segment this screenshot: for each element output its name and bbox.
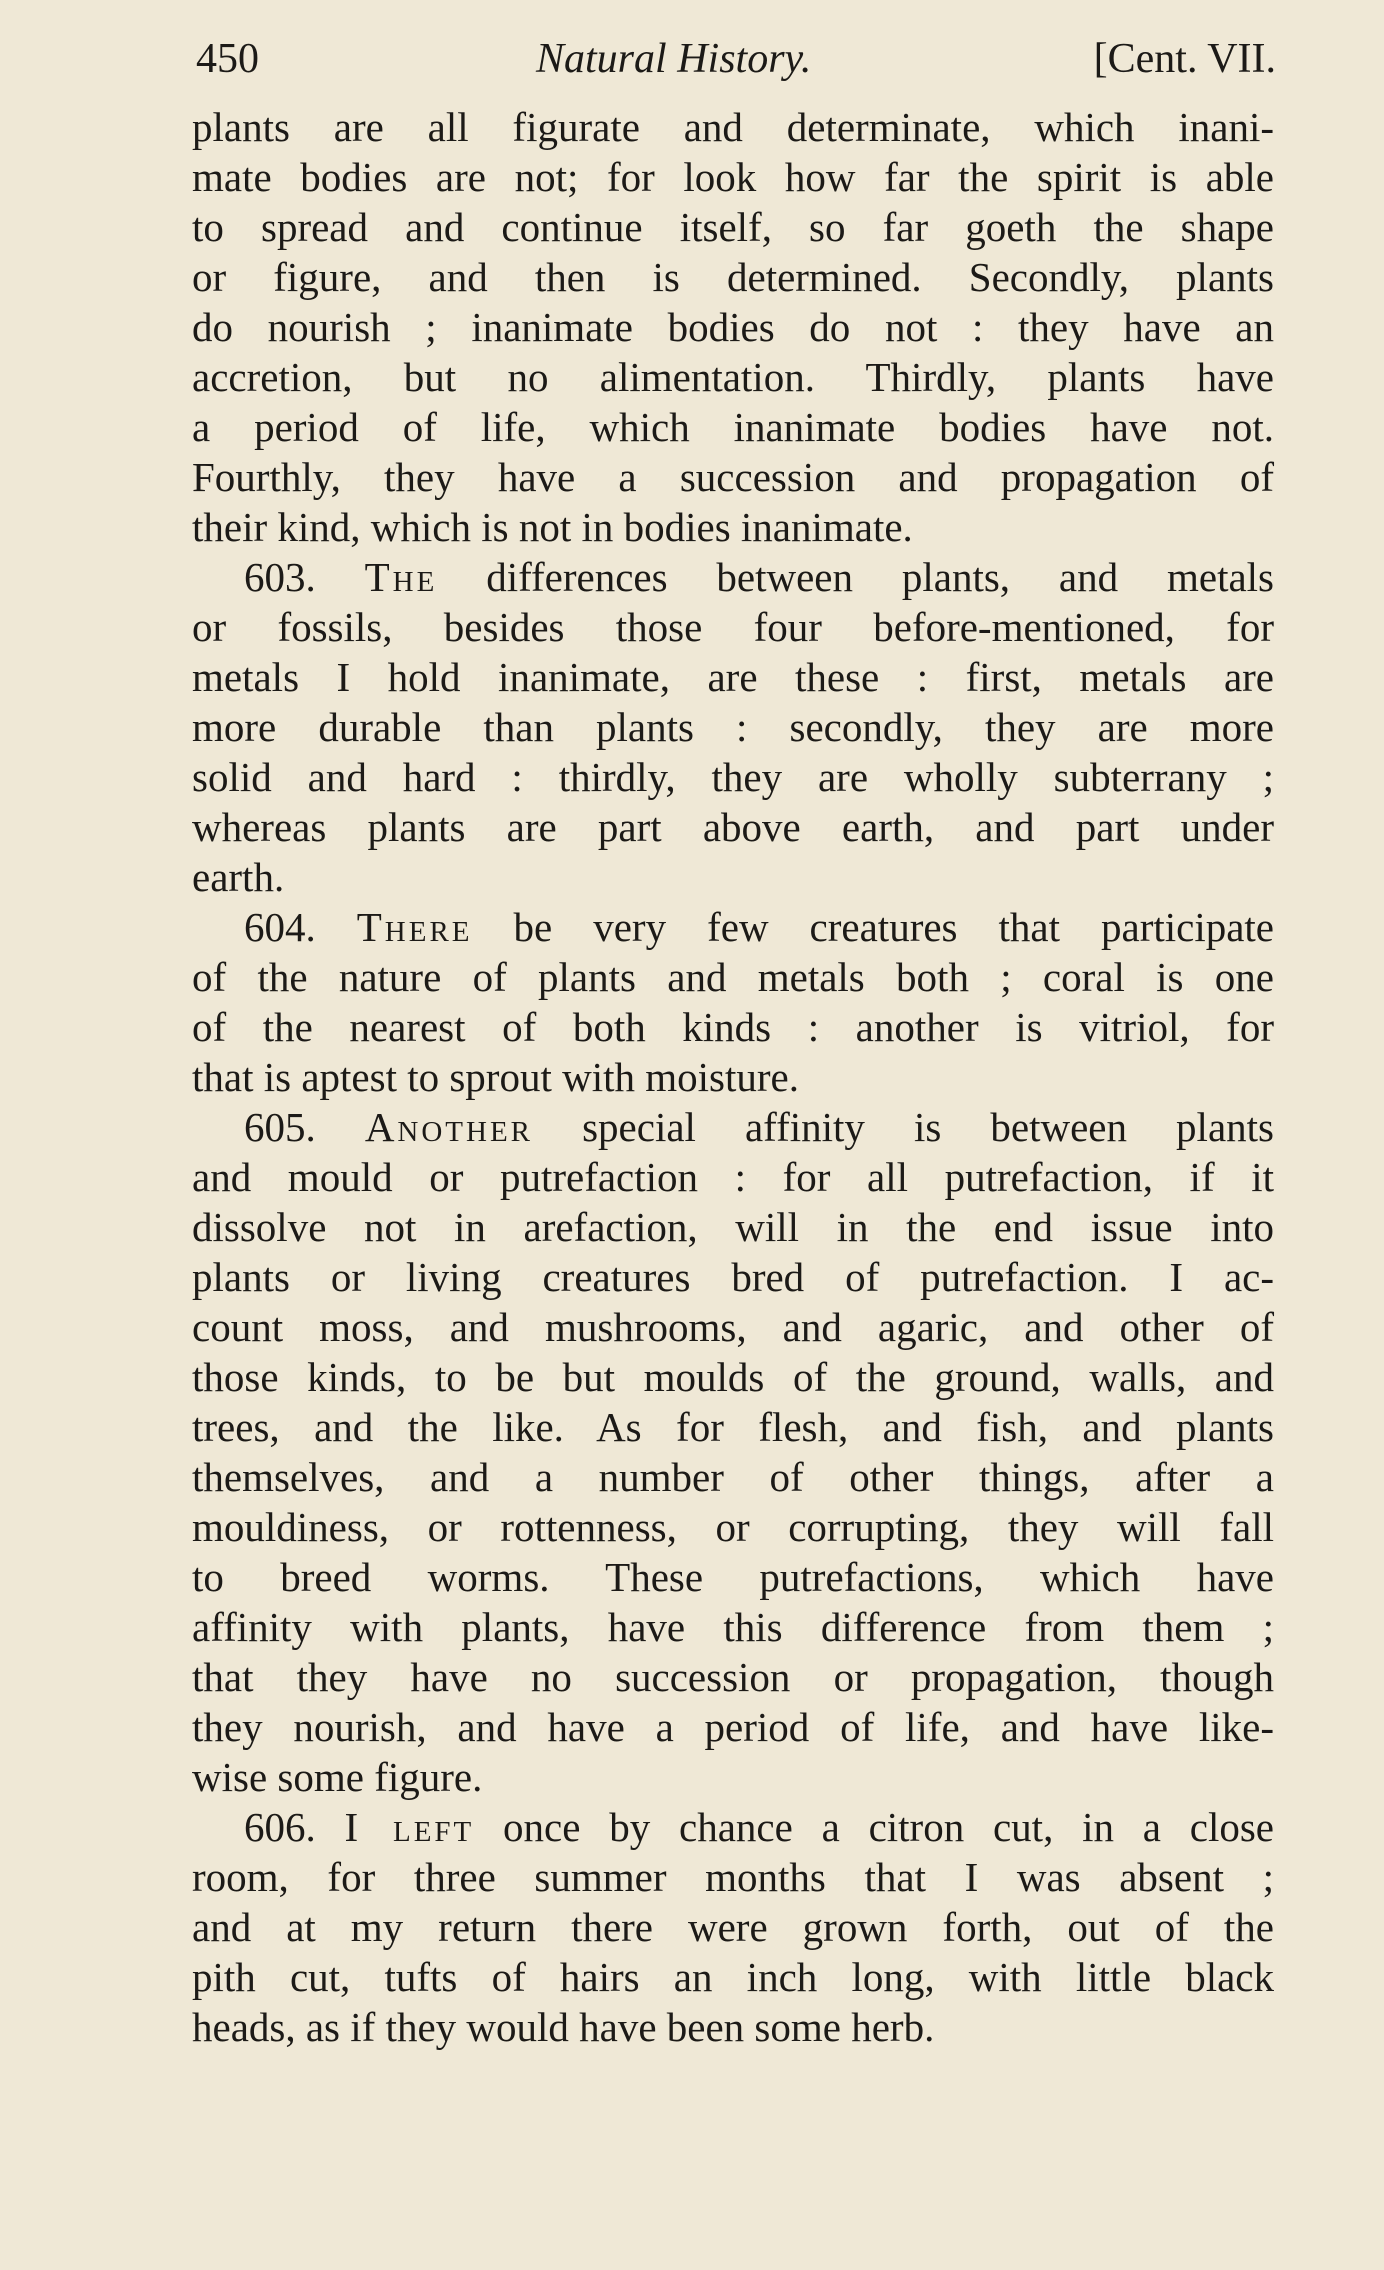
text-line [192,1952,1274,2002]
line-text: special affinity is between plants [533,1104,1274,1150]
paragraph-start-line [192,1802,1274,1852]
text-line [192,752,1274,802]
running-title: Natural History. [536,36,812,82]
line-text: and mould or putrefaction : for all putrefaction, if it [192,1154,1274,1200]
line-text: to breed worms. These putrefactions, which have [192,1554,1274,1600]
line-text: mate bodies are not; for look how far the spirit is able [192,154,1274,200]
text-line [192,402,1274,452]
text-line [192,1052,1274,1102]
line-text: metals I hold inanimate, are these : first, metals are [192,654,1274,700]
text-line [192,1502,1274,1552]
paragraph-start-line [192,552,1274,602]
line-text: more durable than plants : secondly, they are more [192,704,1274,750]
text-line [192,802,1274,852]
line-text: to spread and continue itself, so far goeth the shape [192,204,1274,250]
text-line [192,1202,1274,1252]
line-text: of the nearest of both kinds : another is vitriol, for [192,1004,1274,1050]
text-line [192,1452,1274,1502]
text-line [192,1752,1274,1802]
line-text: or fossils, besides those four before-mentioned, for [192,604,1274,650]
page-header [196,24,1276,94]
paragraph-number: 604. [244,904,316,950]
line-text: Fourthly, they have a succession and propagation of [192,454,1274,500]
line-text: dissolve not in arefaction, will in the end issue into [192,1204,1274,1250]
text-line [192,302,1274,352]
text-line [192,1152,1274,1202]
paragraph-number: 606. [244,1804,316,1850]
line-text: that they have no succession or propagation, though [192,1654,1274,1700]
line-text: be very few creatures that participate [472,904,1274,950]
text-line [192,202,1274,252]
paragraph-start-line [192,1102,1274,1152]
line-text: or figure, and then is determined. Secondly, plants [192,254,1274,300]
text-line [192,1902,1274,1952]
line-text: room, for three summer months that I was absent ; [192,1854,1274,1900]
text-line [192,1252,1274,1302]
line-text: once by chance a citron cut, in a close [474,1804,1275,1850]
line-text: themselves, and a number of other things, after a [192,1454,1274,1500]
line-text: heads, as if they would have been some herb. [192,2004,935,2050]
paragraph-number: 603. [244,554,316,600]
line-text: those kinds, to be but moulds of the ground, walls, and [192,1354,1274,1400]
line-text: differences between plants, and metals [437,554,1275,600]
text-line [192,602,1274,652]
text-line [192,2002,1274,2052]
text-line [192,1602,1274,1652]
line-text: count moss, and mushrooms, and agaric, and other of [192,1304,1274,1350]
line-text: and at my return there were grown forth, out of the [192,1904,1274,1950]
line-text: they nourish, and have a period of life, and have like- [192,1704,1274,1750]
line-text: plants or living creatures bred of putrefaction. I ac- [192,1254,1274,1300]
text-line [192,252,1274,302]
text-line [192,1702,1274,1752]
text-line [192,1402,1274,1452]
small-caps-opening: There [356,904,473,950]
line-text: wise some figure. [192,1754,483,1800]
line-text: accretion, but no alimentation. Thirdly, plants have [192,354,1274,400]
line-text: solid and hard : thirdly, they are wholly subterrany ; [192,754,1274,800]
text-line [192,1002,1274,1052]
line-text: do nourish ; inanimate bodies do not : they have an [192,304,1274,350]
body-text [192,102,1274,2052]
line-text: that is aptest to sprout with moisture. [192,1054,799,1100]
text-line [192,452,1274,502]
line-text: mouldiness, or rottenness, or corrupting, they will fall [192,1504,1274,1550]
text-line [192,1852,1274,1902]
text-line [192,702,1274,752]
text-line [192,652,1274,702]
small-caps-opening: The [364,554,438,600]
line-text: earth. [192,854,285,900]
line-text: pith cut, tufts of hairs an inch long, with little black [192,1954,1274,2000]
line-text: whereas plants are part above earth, and part under [192,804,1274,850]
small-caps-opening: Another [364,1104,534,1150]
paragraph-start-line [192,902,1274,952]
line-text: a period of life, which inanimate bodies have not. [192,404,1274,450]
text-line [192,102,1274,152]
text-line [192,1652,1274,1702]
text-line [192,502,1274,552]
small-caps-opening: I left [344,1804,475,1850]
section-marker: [Cent. VII. [1093,36,1276,82]
text-line [192,852,1274,902]
line-text: their kind, which is not in bodies inanimate. [192,504,913,550]
line-text: of the nature of plants and metals both ; coral is one [192,954,1274,1000]
line-text: trees, and the like. As for flesh, and fish, and plants [192,1404,1274,1450]
text-line [192,952,1274,1002]
text-line [192,1552,1274,1602]
text-line [192,1302,1274,1352]
text-line [192,1352,1274,1402]
line-text: affinity with plants, have this difference from them ; [192,1604,1274,1650]
text-line [192,152,1274,202]
page-number: 450 [196,36,259,82]
line-text: plants are all figurate and determinate, which inani- [192,104,1274,150]
paragraph-number: 605. [244,1104,316,1150]
text-line [192,352,1274,402]
